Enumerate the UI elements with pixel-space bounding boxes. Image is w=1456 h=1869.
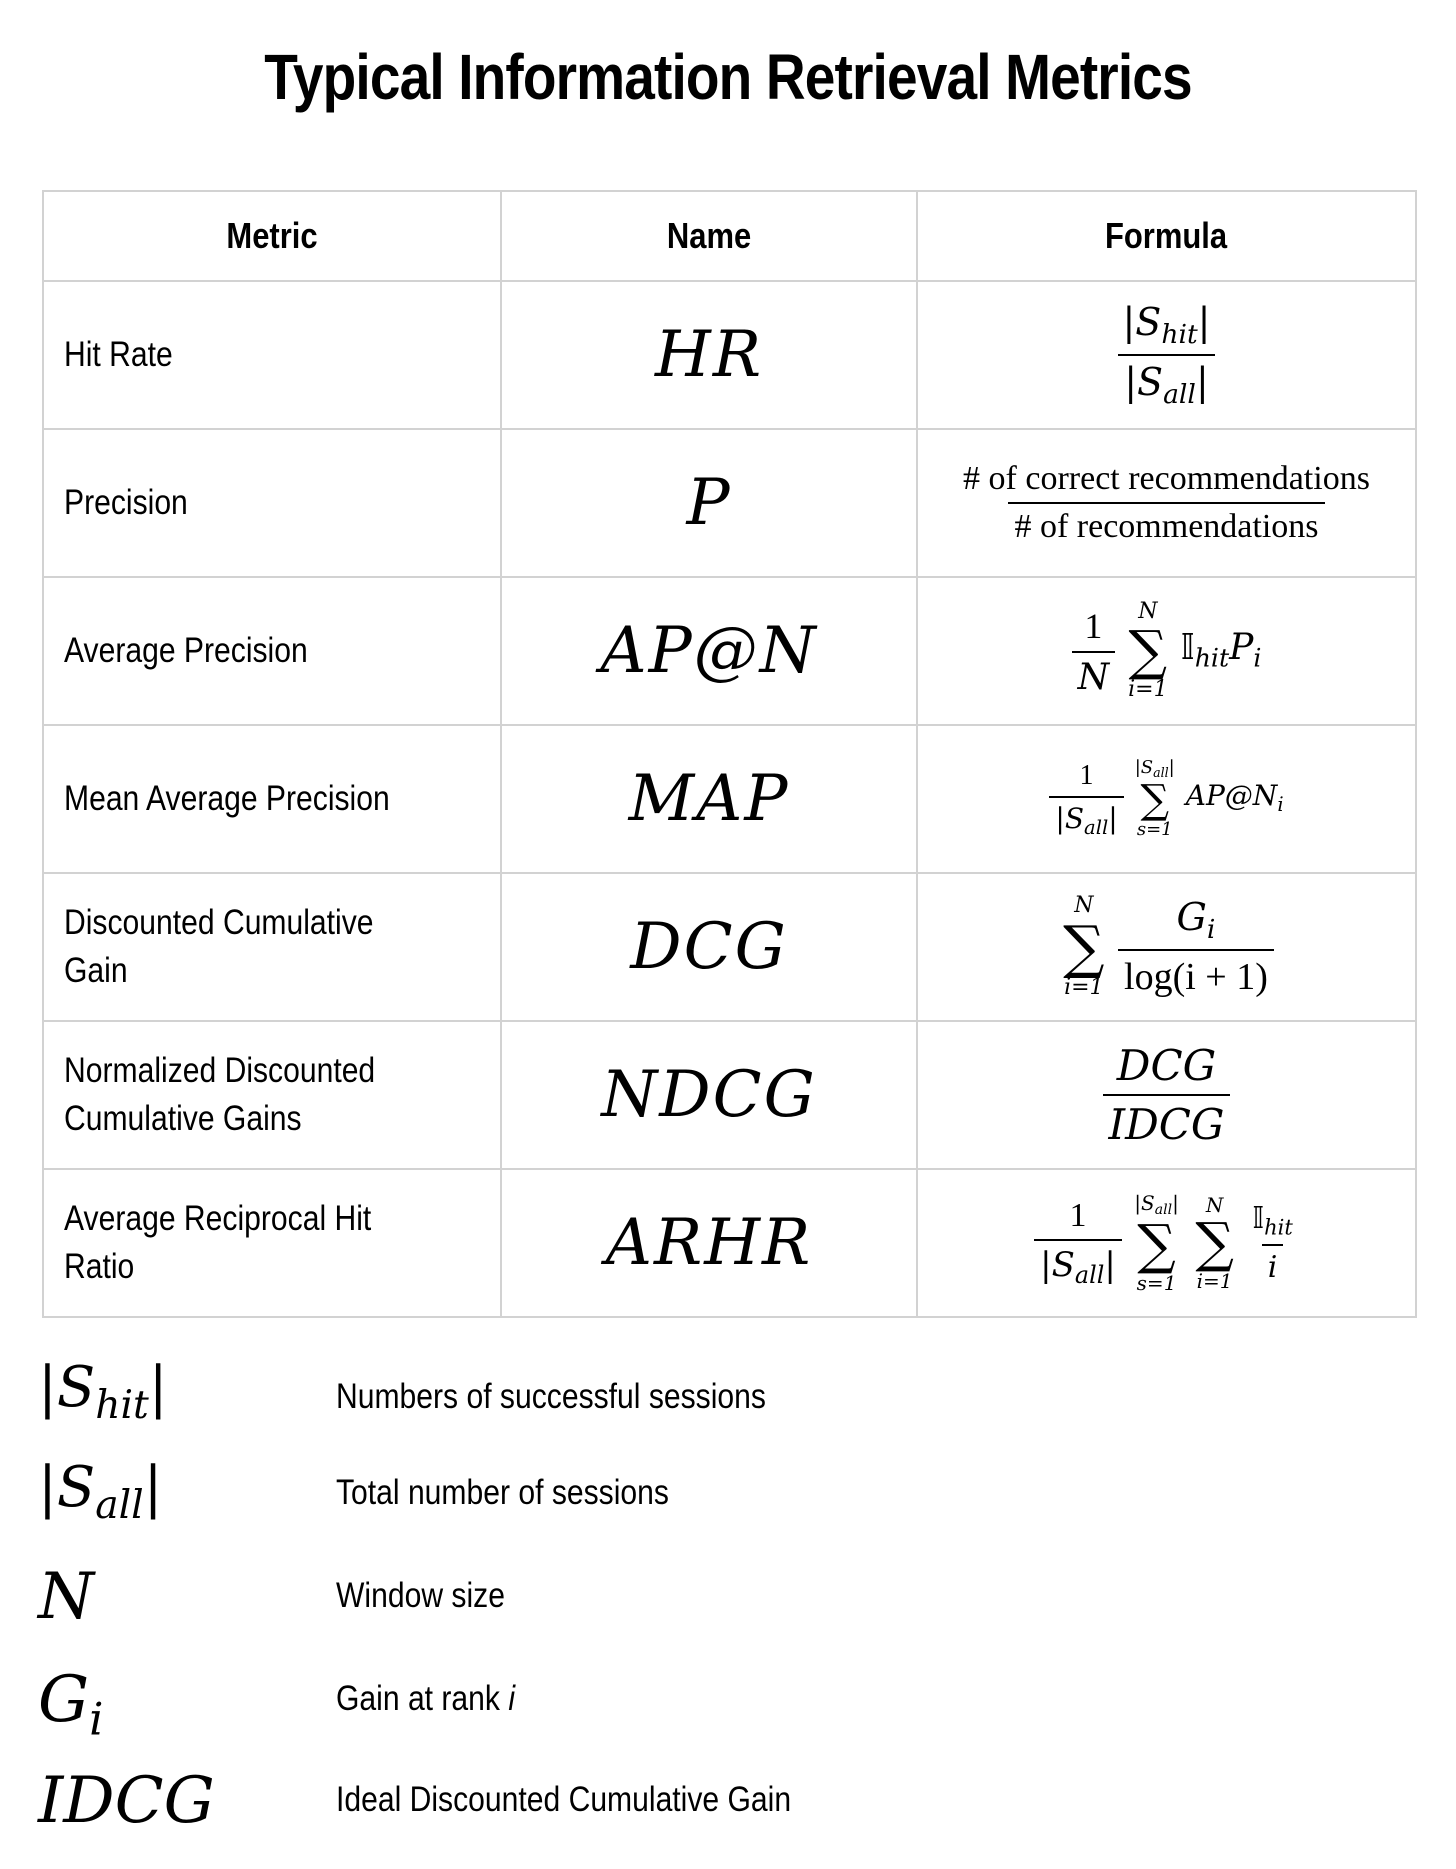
legend-description: Window size xyxy=(336,1576,505,1615)
table-row xyxy=(43,429,1416,577)
table-row xyxy=(43,1169,1416,1317)
table-row xyxy=(43,725,1416,873)
metric-name: HR xyxy=(501,281,917,429)
metric-label: Average Reciprocal Hit Ratio xyxy=(43,1169,501,1317)
legend-symbol: $G_i$ xyxy=(38,1663,104,1746)
metric-label: Average Precision xyxy=(43,577,501,725)
metric-label: Discounted Cumulative Gain xyxy=(43,873,501,1021)
metric-label: Precision xyxy=(43,429,501,577)
metric-name: P xyxy=(501,429,917,577)
formula-map: $\frac{1}{|S_{all}|}$ $|S_{all}|$ ∑ s=1 $AP@N_i$ xyxy=(917,725,1416,873)
metric-label: Mean Average Precision xyxy=(43,725,501,873)
formula-arhr: $\frac{1}{|S_{all}|}$ $|S_{all}|$ ∑ s=1 N ∑ i=1 $\frac{𝕀_{hit}}{i}$ xyxy=(917,1169,1416,1317)
metric-name: ARHR xyxy=(501,1169,917,1317)
legend-item xyxy=(38,1560,1338,1640)
table-row xyxy=(43,281,1416,429)
metric-label: Normalized Discounted Cumulative Gains xyxy=(43,1021,501,1169)
metric-name: AP@N xyxy=(501,577,917,725)
sum-icon: ∑ xyxy=(1128,619,1168,682)
legend-item xyxy=(38,1455,1338,1535)
legend-symbol: IDCG xyxy=(38,1764,215,1838)
sum-icon: ∑ xyxy=(1137,1213,1176,1277)
formula-hit-rate: $\frac{|S_{hit}|}{|S_{all}|}$ xyxy=(917,281,1416,429)
metric-label: Hit Rate xyxy=(43,281,501,429)
legend-symbol: N xyxy=(38,1560,94,1634)
table-header-row xyxy=(43,191,1416,281)
table-row xyxy=(43,873,1416,1021)
table-row xyxy=(43,1021,1416,1169)
legend-symbol: $|S_{all}|$ xyxy=(38,1455,163,1528)
legend-symbol: $|S_{hit}|$ xyxy=(38,1355,168,1428)
legend-item xyxy=(38,1764,1338,1844)
metric-name: MAP xyxy=(501,725,917,873)
legend-description: Ideal Discounted Cumulative Gain xyxy=(336,1780,792,1819)
formula-precision: $\frac{\text{\# of correct recommendations}}{\text{\# of recommendations}}$ xyxy=(917,429,1416,577)
legend-description: Numbers of successful sessions xyxy=(336,1377,766,1416)
legend-description: Total number of sessions xyxy=(336,1473,669,1512)
formula-ndcg: $\frac{\text{DCG}}{\text{IDCG}}$ xyxy=(917,1021,1416,1169)
header-formula: Formula xyxy=(917,191,1416,281)
page-title: Typical Information Retrieval Metrics xyxy=(264,41,1192,113)
header-name: Name xyxy=(501,191,917,281)
header-metric: Metric xyxy=(43,191,501,281)
legend-item xyxy=(38,1663,1338,1746)
legend-description: Gain at rank i xyxy=(336,1679,516,1718)
legend-item xyxy=(38,1355,1338,1435)
metrics-table xyxy=(42,190,1417,1318)
metric-name: DCG xyxy=(501,873,917,1021)
sum-icon: ∑ xyxy=(1063,913,1105,981)
table-row xyxy=(43,577,1416,725)
formula-dcg: N ∑ i=1 $\frac{G_i}{\log(i + 1)}$ xyxy=(917,873,1416,1021)
formula-average-precision: $\frac{1}{N}$ N ∑ i=1 $𝕀_{hit}P_i$ xyxy=(917,577,1416,725)
sum-icon: ∑ xyxy=(1195,1210,1234,1274)
sum-icon: ∑ xyxy=(1140,776,1169,823)
metric-name: NDCG xyxy=(501,1021,917,1169)
